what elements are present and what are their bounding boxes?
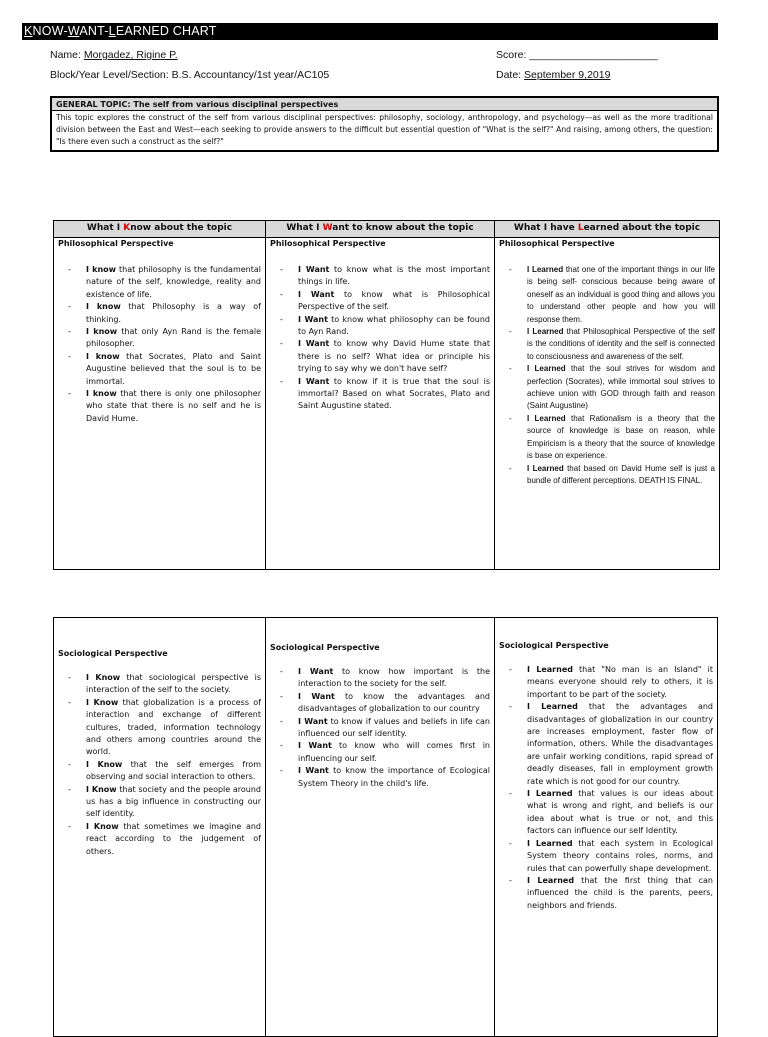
general-topic-box <box>50 96 719 152</box>
list-item: - I Want to know the advantages and disadvantages of globalization to our country <box>298 691 490 716</box>
header-want: What I Want to know about the topic <box>266 221 495 238</box>
date-field <box>496 69 610 82</box>
title-w: W <box>67 24 80 38</box>
perspective-heading: Sociological Perspective <box>270 643 380 652</box>
list-item: - I Learned that Philosophical Perspective of the self is the conditions of identity and the self is connected to consciousness and awareness of the self. <box>527 326 715 363</box>
sociological-know-cell <box>54 618 266 1037</box>
list-item: - I Want to know if it is true that the soul is immortal? Based on what Socrates, Plato and Saint Augustine stated. <box>298 376 490 413</box>
list-item: - I Learned that "No man is an Island" it means everyone should rely to others, it is important to be part of the society. <box>527 664 713 701</box>
perspective-heading: Sociological Perspective <box>58 649 168 658</box>
list-item: - I Know that globalization is a process of interaction and exchange of different cultures, traded, information technology and others among countries around the world. <box>86 697 261 759</box>
date-label: Date: <box>496 69 522 81</box>
list-item: - I Learned that the advantages and disadvantages of globalization in our country are increases employment, faster flow of information, others. While the disadvantages are unfair working conditions, rapid spread of deadly diseases, fall in employment growth rate which is not good for our country. <box>527 701 713 788</box>
list-item: - I Want to know what is Philosophical Perspective of the self. <box>298 289 490 314</box>
list-item: - I Know that the self emerges from observing and social interaction to others. <box>86 759 261 784</box>
title-earned: EARNED CHART <box>115 24 217 38</box>
list-item: - I Learned that Rationalism is a theory that the source of knowledge is base on reason, while Empiricism is a theory that the source of knowledge is base on experience. <box>527 413 715 463</box>
philosophical-learned-cell <box>495 238 720 570</box>
philosophical-know-cell <box>54 238 266 570</box>
list-item: - I Want to know what philosophy can be found to Ayn Rand. <box>298 314 490 339</box>
list-item: - I know that Socrates, Plato and Saint Augustine believed that the soul is to be immortal. <box>86 351 261 388</box>
name-label: Name: <box>50 49 81 61</box>
list-item: - I Learned that each system in Ecological System theory contains roles, norms, and rules that can powerfully shape development. <box>527 838 713 875</box>
chart-title <box>22 23 718 40</box>
list-item: - I Know that sometimes we imagine and react according to the judgement of others. <box>86 821 261 858</box>
title-ant: ANT- <box>79 24 109 38</box>
title-now: NOW- <box>32 24 68 38</box>
header-learned: What I have Learned about the topic <box>495 221 720 238</box>
sociological-learned-cell <box>495 618 718 1037</box>
list-item: - I Learned that one of the important things in our life is being self- conscious because being aware of oneself as an individual is good thing and allows you to understand other people and how you will response them. <box>527 264 715 326</box>
list-item: - I Want to know if values and beliefs in life can influenced our self identity. <box>298 716 490 741</box>
title-k: K <box>24 24 33 38</box>
list-item: - I Want to know why David Hume state that there is no self? What idea or principle his trying to say why we don't have self? <box>298 338 490 375</box>
header-know: What I Know about the topic <box>54 221 266 238</box>
list-item: - I Want to know what is the most important things in life. <box>298 264 490 289</box>
list-item: - I Know that sociological perspective is interaction of the self to the society. <box>86 672 261 697</box>
score-value: ______________________ <box>529 49 658 61</box>
general-topic-heading: GENERAL TOPIC: The self from various disciplinal perspectives <box>52 98 717 111</box>
list-item: - I Want to know the importance of Ecological System Theory in the child's life. <box>298 765 490 790</box>
score-label: Score: <box>496 49 527 61</box>
perspective-heading: Philosophical Perspective <box>270 239 386 248</box>
title-l: L <box>108 24 116 38</box>
list-item: - I Learned that values is our ideas about what is wrong and right, and beliefs is our idea about what is true or not, and this factors can influence our self Identity. <box>527 788 713 838</box>
list-item: - I Want to know who will comes first in influencing our self. <box>298 740 490 765</box>
list-item: - I know that only Ayn Rand is the female philosopher. <box>86 326 261 351</box>
list-item: - I know that Philosophy is a way of thinking. <box>86 301 261 326</box>
list-item: - I Learned that the soul strives for wisdom and perfection (Socrates), while immortal soul strives to achieve union with GOD through faith and reason (Saint Augustine) <box>527 363 715 413</box>
kwl-table-sociological <box>53 617 718 1037</box>
perspective-heading: Philosophical Perspective <box>58 239 174 248</box>
block-value: B.S. Accountancy/1st year/AC105 <box>171 69 330 81</box>
list-item: - I Know that society and the people around us has a big influence in constructing our self identity. <box>86 784 261 821</box>
list-item: - I Learned that the first thing that can influenced the child is the parents, peers, neighbors and friends. <box>527 875 713 912</box>
block-field <box>50 69 329 82</box>
name-value: Morgadez, Rigine P. <box>83 49 178 61</box>
list-item: - I Want to know how important is the interaction to the society for the self. <box>298 666 490 691</box>
date-value: September 9,2019 <box>524 69 611 81</box>
sociological-want-cell <box>266 618 495 1037</box>
perspective-heading: Sociological Perspective <box>499 641 609 650</box>
philosophical-want-cell <box>266 238 495 570</box>
list-item: - I know that there is only one philosopher who state that there is no self and he is David Hume. <box>86 388 261 425</box>
score-field <box>496 49 658 62</box>
name-field <box>50 49 178 62</box>
perspective-heading: Philosophical Perspective <box>499 239 615 248</box>
kwl-table-philosophical <box>53 220 720 570</box>
list-item: - I Learned that based on David Hume self is just a bundle of different perceptions. DEATH IS FINAL. <box>527 463 715 488</box>
general-topic-body: This topic explores the construct of the self from various disciplinal perspectives: philosophy, sociology, anthropology, and psychology—as well as the more traditional division between the East and West—each seeking to provide answers to the difficult but essential question of "What is the self?" And raising, among others, the question: "Is there even such a construct as the self?" <box>56 113 713 146</box>
block-label: Block/Year Level/Section: <box>50 69 169 81</box>
list-item: - I know that philosophy is the fundamental nature of the self, knowledge, reality and existence of life. <box>86 264 261 301</box>
